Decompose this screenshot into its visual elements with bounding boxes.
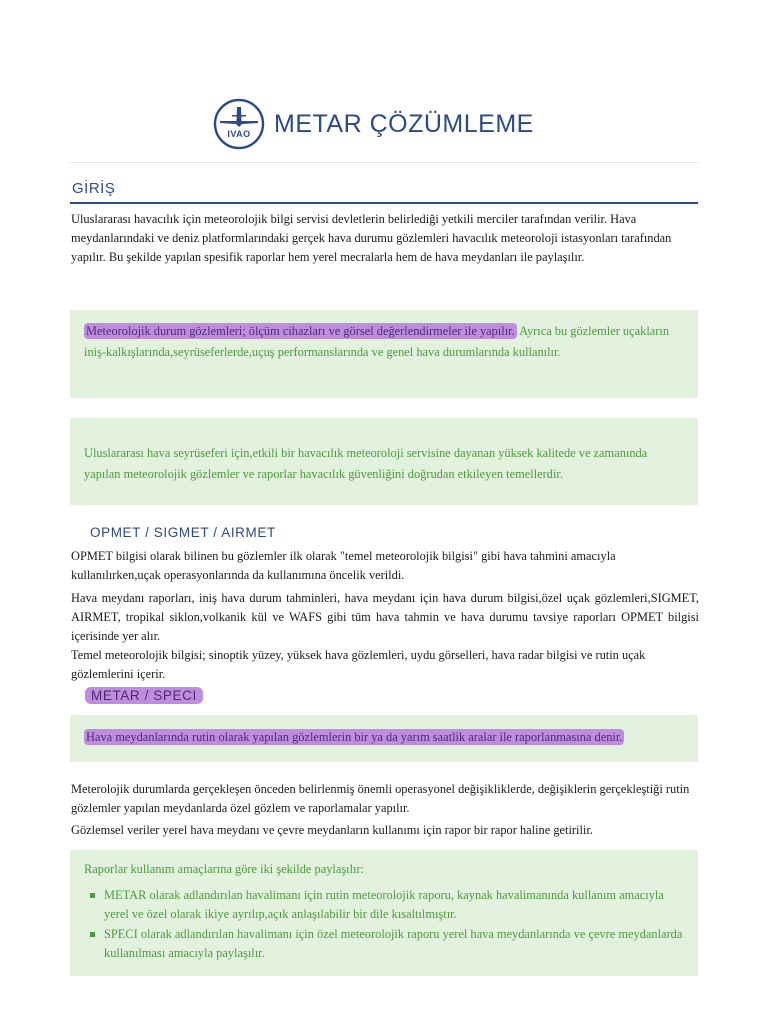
note-intro: Raporlar kullanım amaçlarına göre iki şekilde paylaşılır:	[84, 862, 365, 876]
section-heading-intro: GİRİŞ	[72, 180, 116, 197]
intro-paragraph: Uluslararası havacılık için meteorolojik bilgi servisi devletlerin belirlediği yetkili merciler tarafından verilir. Hava meydanlarındaki ve deniz platformlarındaki gerçek hava durumu gözlemleri havacılık meteoroloji istasyonları tarafından yapılır. Bu şekilde yapılan spesifik raporlar hem yerel mecralarla hem de hava meydanları ile paylaşılır.	[71, 212, 672, 264]
metar-paragraph-2: Gözlemsel veriler yerel hava meydanı ve çevre meydanların kullanımı için rapor bir rapor haline getirilir.	[71, 823, 593, 837]
metar-paragraph-1: Meterolojik durumlarda gerçekleşen önceden belirlenmiş önemli operasyonel değişikliklerde, değişiklerin gerçekleştiği rutin gözlemler yapılan meydanlarda özel gözlem ve raporlamalar yapılır.	[71, 782, 690, 815]
note-text: Ayrıca bu gözlemler uçakların iniş-kalkışlarında,seyrüseferlerde,uçuş performanslarında ve genel hava durumlarında kullanılır.	[84, 324, 670, 359]
list-item-text: METAR olarak adlandırılan havalimanı için rutin meteorolojik raporu, kaynak havalimanında kullanım amacıyla yerel ve özel olarak ikiye ayrılıp,açık anlaşılabilir bir dile kısaltılmıştır.	[104, 887, 664, 921]
section-heading-metar: METAR / SPECI	[85, 687, 203, 704]
opmet-paragraph-2: Hava meydanı raporları, iniş hava durum tahminleri, hava meydanı için hava durum bilgisi,özel uçak gözlemleri,SIGMET, AIRMET, tropikal siklon,volkanik kül ve WAFS gibi tüm hava tahmin ve hava durumu tavsiye raporları OPMET bilgisi içerisinde yer alır.	[71, 591, 699, 643]
highlighted-sentence: Meteorolojik durum gözlemleri; ölçüm cihazları ve görsel değerlendirmeler ile yapılır.	[86, 324, 515, 338]
logo-text: IVAO	[227, 129, 251, 139]
report-type-list	[84, 886, 684, 964]
section-heading-underline	[70, 202, 698, 204]
list-item-text: SPECI olarak adlandırılan havalimanı için özel meteorolojik raporu yerel hava meydanlarında ve çevre meydanlarda kullanılması amacıyla paylaşılır.	[104, 926, 683, 960]
note-box-safety	[70, 418, 698, 505]
opmet-paragraph-3: Temel meteorolojik bilgisi; sinoptik yüzey, yüksek hava gözlemleri, uydu görselleri, hava radar bilgisi ve rutin uçak gözlemlerini içerir.	[71, 648, 646, 681]
bullet-icon	[90, 932, 95, 937]
note-box-definition	[70, 715, 698, 762]
note-box-observations	[70, 310, 698, 398]
note-box-report-types	[70, 850, 698, 976]
highlighted-definition: Hava meydanlarında rutin olarak yapılan gözlemlerin bir ya da yarım saatlik aralar ile raporlanmasına denir.	[86, 730, 623, 744]
document-title: METAR ÇÖZÜMLEME	[274, 109, 534, 138]
list-item	[84, 886, 684, 925]
note-text: Uluslararası hava seyrüseferi için,etkili bir havacılık meteoroloji servisine dayanan yüksek kalitede ve zamanında yapılan meteorolojik gözlemler ve raporlar havacılık güvenliğini doğrudan etkileyen temellerdir.	[84, 446, 648, 481]
section-heading-opmet: OPMET / SIGMET / AIRMET	[90, 525, 276, 540]
ivao-logo-icon	[212, 97, 266, 151]
header-divider	[70, 162, 698, 163]
document-header	[212, 94, 534, 154]
list-item	[84, 925, 684, 964]
bullet-icon	[90, 893, 95, 898]
opmet-paragraph-1: OPMET bilgisi olarak bilinen bu gözlemler ilk olarak "temel meteorolojik bilgisi" gibi hava tahmini amacıyla kullanılırken,uçak operasyonlarında da kullanımına öncelik verildi.	[71, 549, 616, 582]
